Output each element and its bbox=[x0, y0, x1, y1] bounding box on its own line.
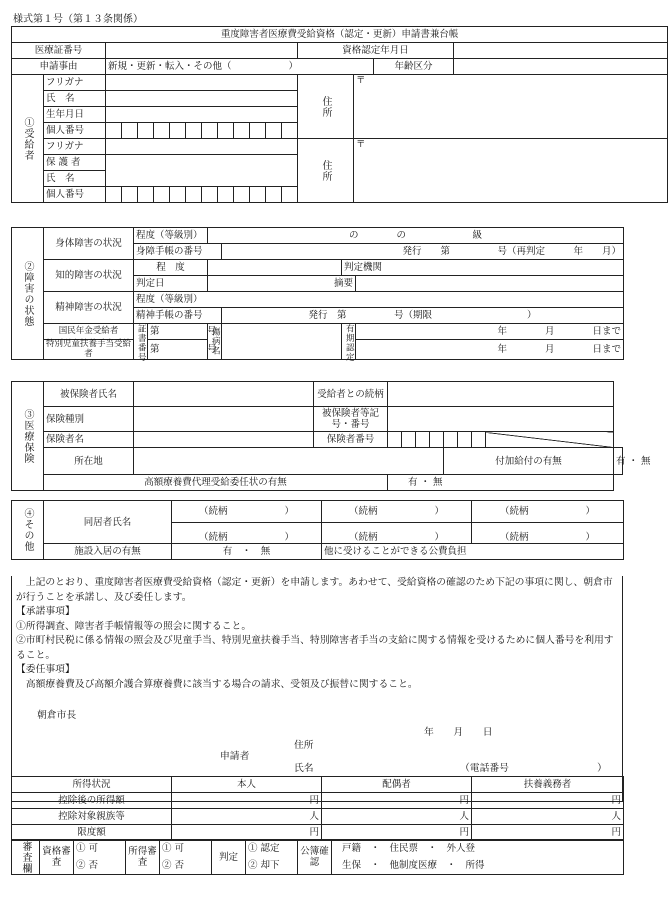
injury-field[interactable] bbox=[222, 324, 342, 360]
reason-options[interactable]: 新規・更新・転入・その他（ ） bbox=[106, 59, 374, 75]
age-field[interactable] bbox=[454, 59, 668, 75]
symbol-field[interactable] bbox=[388, 407, 614, 432]
digit-cell[interactable] bbox=[202, 187, 218, 203]
extra-label: 付加給付の有無 bbox=[444, 448, 614, 475]
digit-cell[interactable] bbox=[218, 187, 234, 203]
digit-cell[interactable] bbox=[186, 187, 202, 203]
consent-heading: 【承諾事項】 bbox=[16, 606, 75, 617]
degree-field[interactable] bbox=[208, 260, 342, 276]
mental-label: 精神障害の状況 bbox=[44, 292, 134, 324]
deps-label: 控除対象親族等 bbox=[12, 809, 172, 825]
reject-option[interactable]: ② 却下 bbox=[246, 857, 298, 875]
insurer-label: 保険者名 bbox=[44, 432, 134, 448]
person-cell[interactable]: 人 bbox=[172, 809, 322, 825]
valid-until-2[interactable]: 年 月 日まで bbox=[356, 340, 624, 360]
kind-label: 保険種別 bbox=[44, 407, 134, 432]
furigana-label: フリガナ bbox=[44, 75, 106, 91]
form-title: 重度障害者医療費受給資格（認定・更新）申請書兼台帳 bbox=[12, 27, 668, 43]
consent-item-2: ②市町村民税に係る情報の照会及び児童手当、特別児童扶養手当、特別障害者手当の支給に関する情報を受けるために個人番号を利用すること。 bbox=[16, 635, 614, 661]
judge-org-label: 判定機関 bbox=[342, 260, 624, 276]
digit-cell[interactable] bbox=[282, 123, 298, 139]
digit-cell[interactable] bbox=[472, 432, 486, 448]
review-label: 審査欄 bbox=[12, 840, 40, 875]
digit-cell[interactable] bbox=[388, 432, 402, 448]
relation-cell[interactable]: （続柄 ） bbox=[172, 501, 322, 523]
digit-cell[interactable] bbox=[234, 123, 250, 139]
person-cell[interactable]: 人 bbox=[322, 809, 472, 825]
yen-cell[interactable]: 円 bbox=[172, 793, 322, 809]
digit-cell[interactable] bbox=[154, 123, 170, 139]
physical-label: 身体障害の状況 bbox=[44, 228, 134, 260]
yen-cell[interactable]: 円 bbox=[322, 825, 472, 841]
furigana-field[interactable] bbox=[106, 75, 298, 91]
relation-cell[interactable]: （続柄 ） bbox=[472, 501, 624, 523]
support-label: 扶養義務者 bbox=[472, 777, 624, 793]
relation-label: 受給者との続柄 bbox=[314, 382, 388, 407]
income-status-label: 所得状況 bbox=[12, 777, 172, 793]
insurance-table bbox=[11, 381, 651, 491]
date-field[interactable]: 年 月 日 bbox=[424, 727, 493, 738]
digit-cell[interactable] bbox=[138, 123, 154, 139]
relation-cell[interactable]: （続柄 ） bbox=[322, 522, 472, 544]
mental-grade-label: 程度（等級別） bbox=[134, 292, 624, 308]
valid-label: 有期認定 bbox=[342, 324, 356, 360]
grade-label: 程度（等級別） bbox=[134, 228, 208, 244]
age-label: 年齢区分 bbox=[374, 59, 454, 75]
relation-cell[interactable]: （続柄 ） bbox=[472, 522, 624, 544]
digit-cell[interactable] bbox=[218, 123, 234, 139]
digit-cell[interactable] bbox=[444, 432, 458, 448]
facility-value[interactable]: 有 ・ 無 bbox=[172, 544, 322, 560]
mental-book-label: 精神手帳の番号 bbox=[134, 308, 222, 324]
digit-cell[interactable] bbox=[402, 432, 416, 448]
digit-cell[interactable] bbox=[202, 123, 218, 139]
cert-date-field[interactable] bbox=[454, 43, 668, 59]
digit-cell[interactable] bbox=[106, 123, 122, 139]
proxy-value[interactable]: 有 ・ 無 bbox=[388, 475, 614, 491]
guardian-furigana-label: フリガナ bbox=[44, 139, 106, 155]
guardian-name-field[interactable] bbox=[106, 155, 298, 187]
digit-cell[interactable] bbox=[250, 123, 266, 139]
pension-no[interactable]: 第 号 bbox=[148, 324, 208, 340]
insurer-field[interactable] bbox=[134, 432, 314, 448]
guardian-address-field[interactable]: 〒 bbox=[354, 139, 668, 203]
digit-cell[interactable] bbox=[170, 123, 186, 139]
judge-label: 判定 bbox=[212, 840, 246, 875]
review-table bbox=[11, 839, 624, 875]
cert-no-vertical: 証書番号 bbox=[134, 324, 148, 360]
digit-cell[interactable] bbox=[266, 187, 282, 203]
person-cell[interactable]: 人 bbox=[472, 809, 624, 825]
digit-cell[interactable] bbox=[138, 187, 154, 203]
cert-number-label: 医療証番号 bbox=[12, 43, 106, 59]
income-ok[interactable]: ① 可 bbox=[160, 840, 212, 858]
guardian-address-label: 住所 bbox=[298, 139, 354, 203]
cert-date-label: 資格認定年月日 bbox=[298, 43, 454, 59]
location-field[interactable] bbox=[134, 448, 444, 475]
proxy-label: 高額療養費代理受給委任状の有無 bbox=[44, 475, 388, 491]
qual-review-label: 資格審査 bbox=[40, 840, 74, 875]
checks-row-2[interactable]: 生保 ・ 他制度医療 ・ 所得 bbox=[332, 857, 624, 875]
qual-ok[interactable]: ① 可 bbox=[74, 840, 126, 858]
note-label: 摘要 bbox=[208, 276, 356, 292]
public-label: 他に受けることができる公費負担 bbox=[322, 544, 624, 560]
judge-date-label: 判定日 bbox=[134, 276, 208, 292]
other-table bbox=[11, 500, 624, 560]
digit-cell[interactable] bbox=[458, 432, 472, 448]
birth-field[interactable] bbox=[106, 107, 298, 123]
pension-label: 国民年金受給者 bbox=[44, 324, 134, 340]
book-no-label: 身障手帳の番号 bbox=[134, 244, 222, 260]
kind-field[interactable] bbox=[134, 407, 314, 432]
insurer-no-label: 保険者番号 bbox=[314, 432, 388, 448]
insurance-section-label: ③医療保険 bbox=[12, 382, 44, 491]
digit-cell[interactable] bbox=[170, 187, 186, 203]
digit-cell[interactable] bbox=[250, 187, 266, 203]
disability-table bbox=[11, 227, 624, 360]
name-label-sign: 氏名 bbox=[294, 763, 314, 774]
qual-ng[interactable]: ② 否 bbox=[74, 857, 126, 875]
agreement-block bbox=[11, 576, 623, 802]
intellectual-label: 知的障害の状況 bbox=[44, 260, 134, 292]
digit-cell[interactable] bbox=[266, 123, 282, 139]
consent-item-1: ①所得調査、障害者手帳情報等の照会に関すること。 bbox=[16, 620, 252, 632]
phone-field[interactable]: （電話番号 ） bbox=[460, 763, 607, 774]
income-review-label: 所得審査 bbox=[126, 840, 160, 875]
location-label: 所在地 bbox=[44, 448, 134, 475]
birth-label: 生年月日 bbox=[44, 107, 106, 123]
approve-option[interactable]: ① 認定 bbox=[246, 840, 298, 858]
name-field[interactable] bbox=[106, 91, 298, 107]
checks-row-1[interactable]: 戸籍 ・ 住民票 ・ 外人登 bbox=[332, 840, 624, 858]
income-ng[interactable]: ② 否 bbox=[160, 857, 212, 875]
limit-label: 限度額 bbox=[12, 825, 172, 841]
cert-number-field[interactable] bbox=[106, 43, 298, 59]
disability-section-label: ②障害の状態 bbox=[12, 228, 44, 360]
relation-cell[interactable]: （続柄 ） bbox=[322, 501, 472, 523]
digit-cell[interactable] bbox=[430, 432, 444, 448]
injury-label: 傷病名 bbox=[208, 324, 222, 360]
child-label: 特別児童扶養手当受給者 bbox=[44, 340, 134, 360]
self-label: 本人 bbox=[172, 777, 322, 793]
application-form-table bbox=[11, 26, 668, 203]
mental-issue[interactable]: 発行 第 号（期限 ） bbox=[222, 308, 624, 324]
child-no[interactable]: 第 号 bbox=[148, 340, 208, 360]
book-issue[interactable]: 発行 第 号（再判定 年 月） bbox=[222, 244, 624, 260]
form-number-label: 様式第１号（第１３条関係） bbox=[13, 14, 143, 25]
spouse-label: 配偶者 bbox=[322, 777, 472, 793]
mynumber-label: 個人番号 bbox=[44, 123, 106, 139]
other-section-label: ④その他 bbox=[12, 501, 44, 560]
reason-label: 申請事由 bbox=[12, 59, 106, 75]
cohabitant-label: 同居者氏名 bbox=[44, 501, 172, 544]
digit-cell[interactable] bbox=[122, 187, 138, 203]
degree-label: 程 度 bbox=[134, 260, 208, 276]
name-label: 氏 名 bbox=[44, 91, 106, 107]
symbol-label: 被保険者等記号・番号 bbox=[314, 407, 388, 432]
yen-cell[interactable]: 円 bbox=[472, 793, 624, 809]
digit-cell[interactable] bbox=[416, 432, 430, 448]
digit-cell[interactable] bbox=[154, 187, 170, 203]
yen-cell[interactable]: 円 bbox=[322, 793, 472, 809]
digit-cell[interactable] bbox=[106, 187, 122, 203]
applicant-label: 申請者 bbox=[220, 751, 250, 762]
yen-cell[interactable]: 円 bbox=[472, 825, 624, 841]
diagonal-cell bbox=[486, 432, 614, 448]
note-field[interactable] bbox=[356, 276, 624, 292]
recipient-section-label: ①受給者 bbox=[12, 75, 44, 203]
guardian-label: 保 護 者 bbox=[44, 155, 106, 171]
relation-cell[interactable]: （続柄 ） bbox=[172, 522, 322, 544]
insured-label: 被保険者氏名 bbox=[44, 382, 134, 407]
agreement-text: 上記のとおり、重度障害者医療費受給資格（認定・更新）を申請します。あわせて、受給資格の確認のため下記の事項に関し、朝倉市が行うことを承諾し、及び委任します。 bbox=[16, 577, 613, 603]
digit-cell[interactable] bbox=[186, 123, 202, 139]
address-field[interactable]: 〒 bbox=[354, 75, 668, 139]
address-label: 住所 bbox=[298, 75, 354, 139]
valid-until-1[interactable]: 年 月 日まで bbox=[356, 324, 624, 340]
public-check-label: 公簿確認 bbox=[298, 840, 332, 875]
digit-cell[interactable] bbox=[122, 123, 138, 139]
income-table bbox=[11, 776, 624, 841]
digit-cell[interactable] bbox=[234, 187, 250, 203]
extra-value[interactable]: 有 ・ 無 bbox=[614, 448, 623, 475]
guardian-mynumber-label: 個人番号 bbox=[44, 187, 106, 203]
guardian-name-label: 氏 名 bbox=[44, 171, 106, 187]
after-income-label: 控除後の所得額 bbox=[12, 793, 172, 809]
yen-cell[interactable]: 円 bbox=[172, 825, 322, 841]
delegation-heading: 【委任事項】 bbox=[16, 664, 75, 675]
guardian-furigana-field[interactable] bbox=[106, 139, 298, 155]
delegation-item: 高額療養費及び高額介護合算療養費に該当する場合の請求、受領及び振替に関すること。 bbox=[25, 678, 418, 690]
grade-value[interactable]: の の 級 bbox=[208, 228, 624, 244]
address-label-sign: 住所 bbox=[294, 740, 314, 751]
facility-label: 施設入居の有無 bbox=[44, 544, 172, 560]
mayor-label: 朝倉市長 bbox=[37, 710, 77, 721]
insured-field[interactable] bbox=[134, 382, 314, 407]
relation-field[interactable] bbox=[388, 382, 614, 407]
digit-cell[interactable] bbox=[282, 187, 298, 203]
